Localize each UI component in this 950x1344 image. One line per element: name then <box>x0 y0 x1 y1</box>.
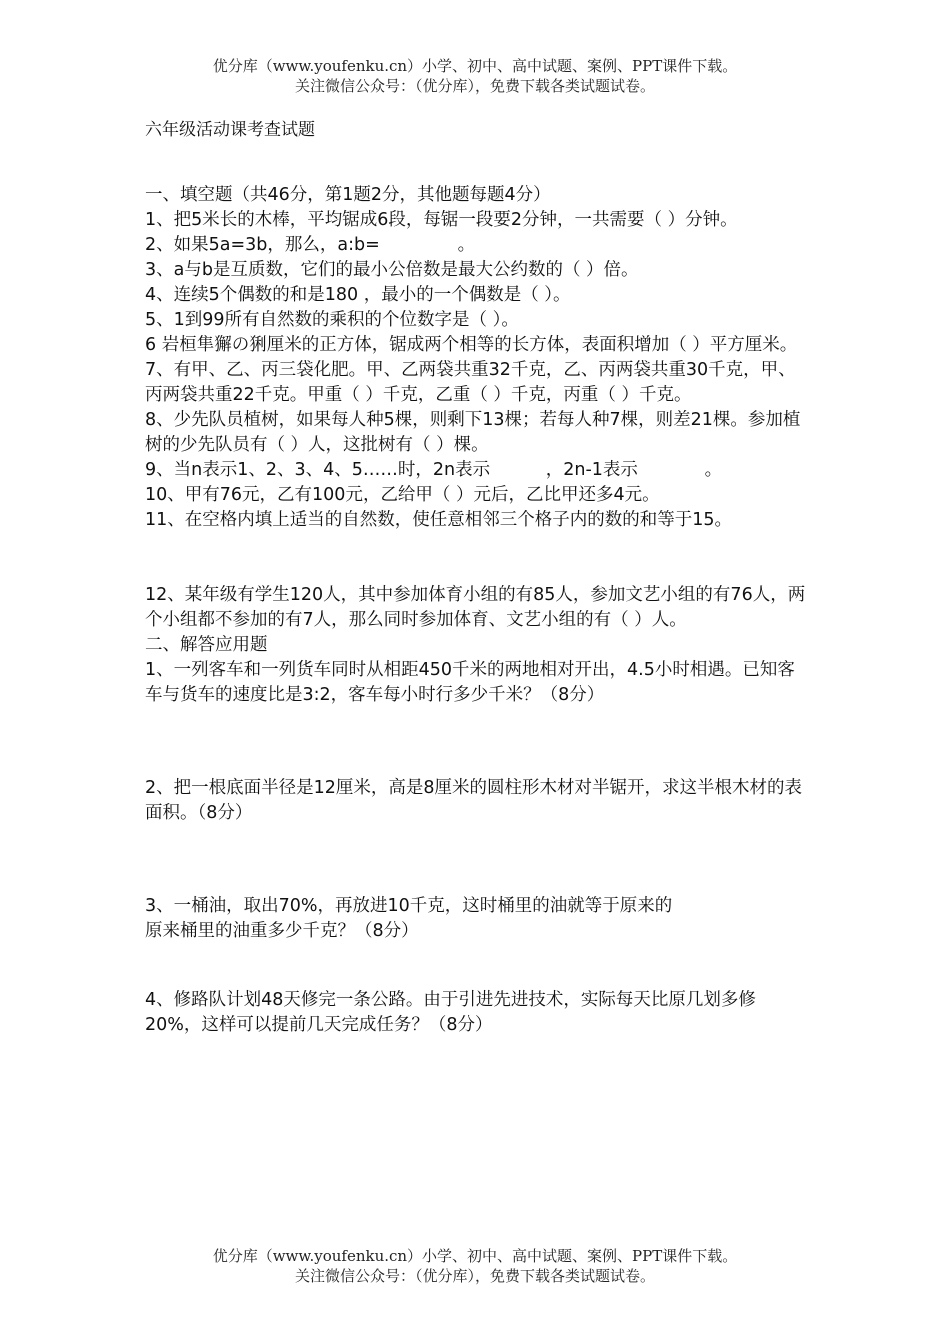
word-problem-1: 1、一列客车和一列货车同时从相距450千米的两地相对开出，4.5小时相遇。已知客车与货车的速度比是3:2，客车每小时行多少千米？（8分） <box>145 660 795 705</box>
blank-space <box>145 558 810 583</box>
page-footer <box>0 1246 950 1286</box>
answer-space-3 <box>145 944 810 988</box>
answer-space-2 <box>145 826 810 894</box>
page-header <box>0 56 950 96</box>
section-2-heading: 二、解答应用题 <box>145 635 268 655</box>
footer-line-2: 关注微信公众号：（优分库），免费下载各类试题试卷。 <box>294 1267 655 1285</box>
word-problem-3-line-1: 3、一桶油，取出70%，再放进10千克，这时桶里的油就等于原来的 <box>145 896 673 916</box>
fill-question-5: 5、1到99所有自然数的乘积的个位数字是（ ）。 <box>145 310 519 330</box>
fill-question-9: 9、当n表示1、2、3、4、5……时，2n表示 ，2n-1表示 。 <box>145 460 723 480</box>
header-line-2: 关注微信公众号：（优分库），免费下载各类试题试卷。 <box>294 77 655 95</box>
fill-question-11: 11、在空格内填上适当的自然数，使任意相邻三个格子内的数的和等于15。 <box>145 510 733 530</box>
fill-question-1: 1、把5米长的木棒，平均锯成6段，每锯一段要2分钟，一共需要（ ）分钟。 <box>145 210 738 230</box>
word-problem-2: 2、把一根底面半径是12厘米，高是8厘米的圆柱形木材对半锯开，求这半根木材的表面积。（8分） <box>145 778 803 823</box>
section-1-heading: 一、填空题（共46分，第1题2分，其他题每题4分） <box>145 185 551 205</box>
document-title: 六年级活动课考查试题 <box>145 120 315 140</box>
word-problem-3-line-2: 原来桶里的油重多少千克？（8分） <box>145 921 419 941</box>
exam-content <box>145 183 810 1038</box>
fill-question-4: 4、连续5个偶数的和是180 ，最小的一个偶数是（ ）。 <box>145 285 571 305</box>
fill-question-2: 2、如果5a=3b，那么，a:b= 。 <box>145 235 476 255</box>
word-problem-4: 4、修路队计划48天修完一条公路。由于引进先进技术，实际每天比原几划多修20%，这样可以提前几天完成任务？（8分） <box>145 990 756 1035</box>
header-line-1: 优分库（www.youfenku.cn）小学、初中、高中试题、案例、PPT课件下载。 <box>212 57 738 75</box>
answer-space-1 <box>145 708 810 776</box>
blank-grid-space <box>145 533 810 558</box>
footer-line-1: 优分库（www.youfenku.cn）小学、初中、高中试题、案例、PPT课件下载。 <box>212 1247 738 1265</box>
fill-question-3: 3、a与b是互质数，它们的最小公倍数是最大公约数的（ ）倍。 <box>145 260 639 280</box>
fill-question-10: 10、甲有76元，乙有100元，乙给甲（ ）元后，乙比甲还多4元。 <box>145 485 660 505</box>
fill-question-6: 6 岩桓隼獬の猁厘米的正方体，锯成两个相等的长方体，表面积增加（ ）平方厘米。 <box>145 335 798 355</box>
fill-question-8: 8、少先队员植树，如果每人种5棵，则剩下13棵；若每人种7棵，则差21棵。参加植树的少先队员有（ ）人，这批树有（ ）棵。 <box>145 410 801 455</box>
fill-question-12: 12、某年级有学生120人，其中参加体育小组的有85人，参加文艺小组的有76人，两个小组都不参加的有7人，那么同时参加体育、文艺小组的有（ ）人。 <box>145 585 806 630</box>
fill-question-7: 7、有甲、乙、丙三袋化肥。甲、乙两袋共重32千克，乙、丙两袋共重30千克，甲、丙两袋共重22千克。甲重（ ）千克，乙重（ ）千克，丙重（ ）千克。 <box>145 360 796 405</box>
